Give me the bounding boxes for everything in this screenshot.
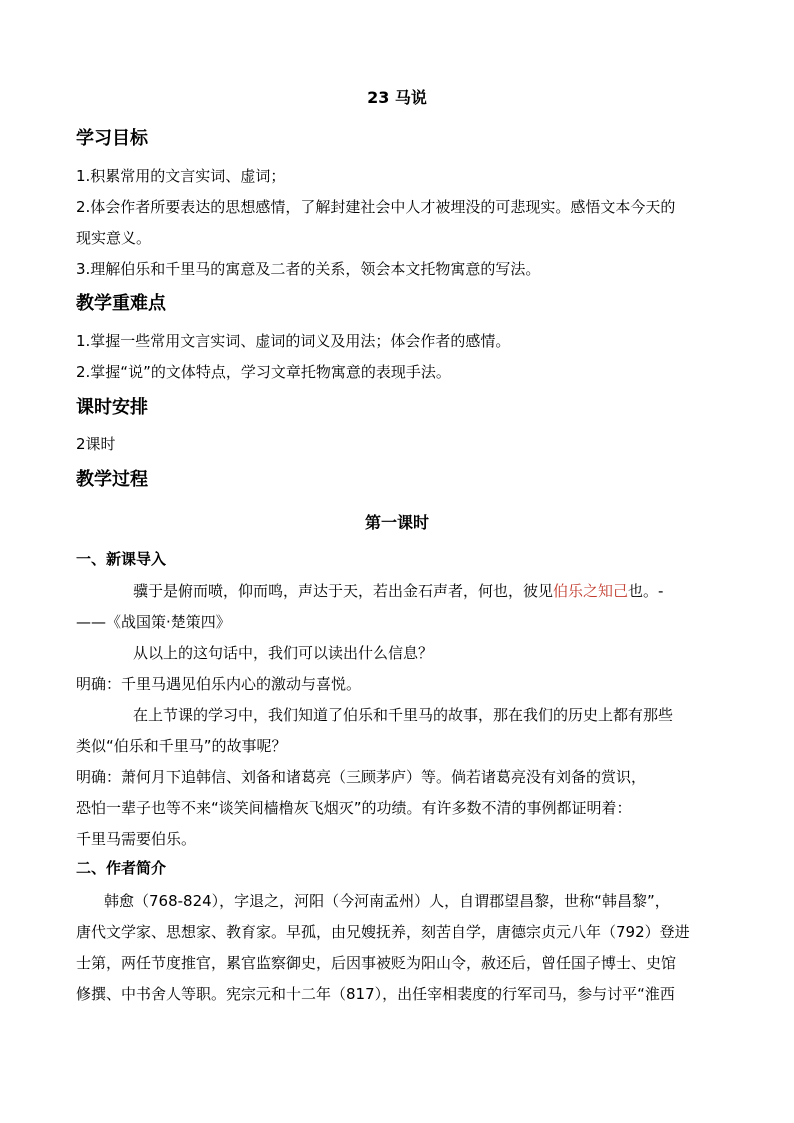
section2-heading: 二、作者简介 <box>76 859 167 877</box>
quote-text-end: 也。- <box>628 582 664 600</box>
answer-1: 明确：千里马遇见伯乐内心的激动与喜悦。 <box>76 675 362 693</box>
question-2-line-1: 在上节课的学习中，我们知道了伯乐和千里马的故事，那在我们的历史上都有那些 <box>133 706 674 724</box>
lesson-title: 第一课时 <box>364 513 429 532</box>
page-title: 23 马说 <box>367 88 427 107</box>
schedule-heading: 课时安排 <box>76 397 148 418</box>
objectives-heading: 学习目标 <box>76 128 148 149</box>
answer-2-line-1: 明确：萧何月下追韩信、刘备和诸葛亮（三顾茅庐）等。倘若诸葛亮没有刘备的赏识， <box>76 768 647 786</box>
schedule-text: 2课时 <box>76 435 116 453</box>
quote-source: ——《战国策·楚策四》 <box>76 613 231 631</box>
question-2-line-2: 类似“伯乐和千里马”的故事呢？ <box>76 737 287 755</box>
process-heading: 教学过程 <box>76 469 148 490</box>
answer-2-line-2: 恐怕一辈子也等不来“谈笑间樯橹灰飞烟灭”的功绩。有许多数不清的事例都证明着： <box>76 799 632 817</box>
key-point-item-1: 1.掌握一些常用文言实词、虚词的词义及用法；体会作者的感情。 <box>76 332 511 350</box>
quote-highlight: 伯乐之知己 <box>553 582 629 600</box>
bio-line-1: 韩愈（768-824），字退之，河阳（今河南孟州）人，自谓郡望昌黎，世称“韩昌黎”， <box>104 892 670 910</box>
key-points-heading: 教学重难点 <box>76 293 166 314</box>
objective-item-3: 3.理解伯乐和千里马的寓意及二者的关系，领会本文托物寓意的写法。 <box>76 260 541 278</box>
quote-text: 骥于是俯而喷，仰而鸣，声达于天，若出金石声者，何也，彼见 <box>133 582 554 600</box>
answer-2-line-3: 千里马需要伯乐。 <box>76 830 197 848</box>
objective-item-2-cont: 现实意义。 <box>76 229 152 247</box>
question-1: 从以上的这句话中，我们可以读出什么信息？ <box>133 644 434 662</box>
key-point-item-2: 2.掌握“说”的文体特点，学习文章托物寓意的表现手法。 <box>76 363 451 381</box>
bio-line-4: 修撰、中书舍人等职。宪宗元和十二年（817），出任宰相裴度的行军司马，参与讨平“淮西 <box>76 985 675 1003</box>
objective-item-2: 2.体会作者所要表达的思想感情，了解封建社会中人才被埋没的可悲现实。感悟文本今天的 <box>76 198 676 216</box>
quote-line <box>133 581 663 601</box>
objective-item-1: 1.积累常用的文言实词、虚词； <box>76 167 286 185</box>
section1-heading: 一、新课导入 <box>76 550 167 568</box>
bio-line-2: 唐代文学家、思想家、教育家。早孤，由兄嫂抚养，刻苦自学，唐德宗贞元八年（792）登进 <box>76 923 690 941</box>
bio-line-3: 士第，两任节度推官，累官监察御史，后因事被贬为阳山令，赦还后，曾任国子博士、史馆 <box>76 954 677 972</box>
